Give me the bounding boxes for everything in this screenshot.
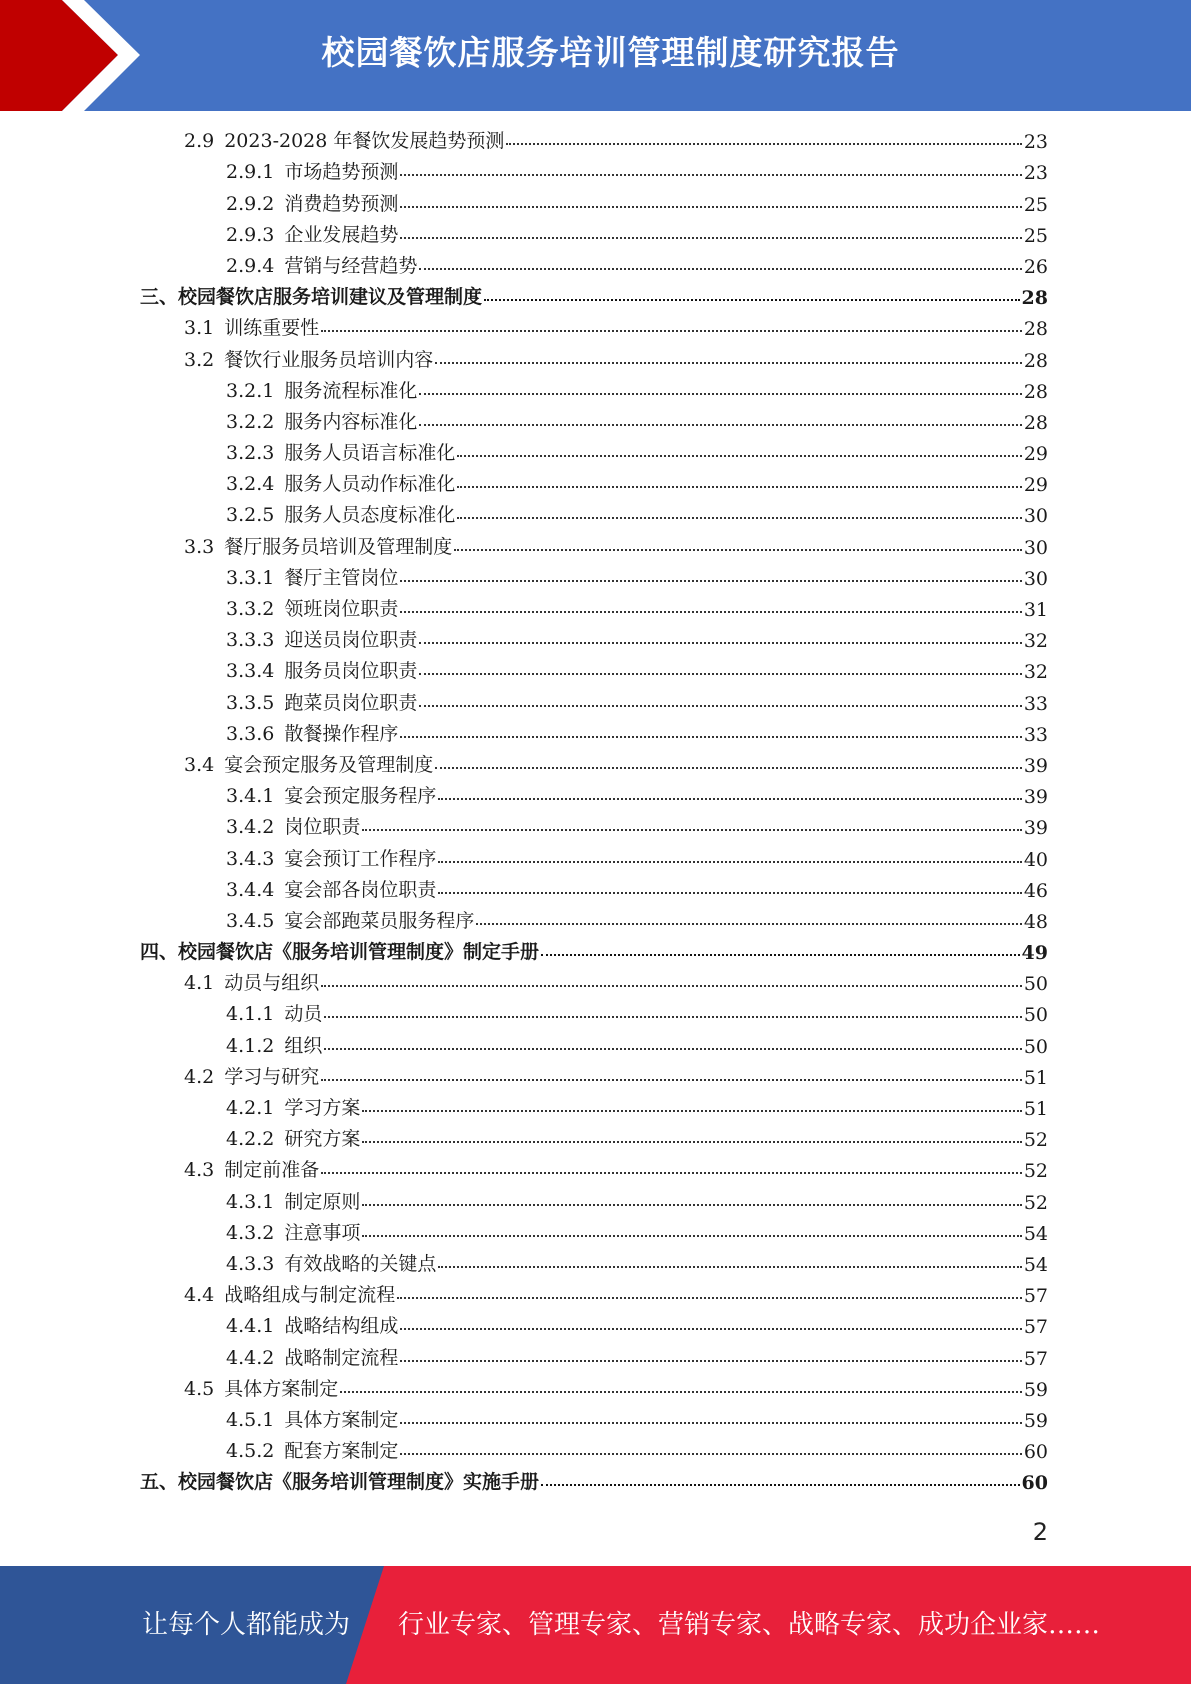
toc-entry-number: 3.3 [184, 535, 215, 558]
toc-entry-title: 制定原则 [284, 1190, 361, 1213]
toc-entry-title: 迎送员岗位职责 [284, 629, 418, 652]
toc-dot-leader [397, 1297, 1022, 1299]
toc-entry-title: 研究方案 [284, 1128, 361, 1151]
toc-dot-leader [541, 1484, 1020, 1486]
toc-entry[interactable] [140, 781, 1048, 812]
toc-entry[interactable] [140, 750, 1048, 781]
toc-entry-title: 训练重要性 [224, 317, 320, 340]
toc-entry-number: 3.2.5 [226, 504, 275, 527]
toc-entry-page: 57 [1023, 1285, 1048, 1308]
toc-entry[interactable] [140, 157, 1048, 188]
toc-entry-number: 2.9 [184, 130, 215, 153]
toc-entry-title: 服务流程标准化 [284, 379, 418, 402]
toc-entry-page: 57 [1023, 1316, 1048, 1339]
toc-entry-number: 4.4 [184, 1284, 215, 1307]
toc-entry-number: 4.1.1 [226, 1003, 275, 1026]
toc-entry-page: 25 [1023, 193, 1048, 216]
toc-entry-page: 32 [1023, 661, 1048, 684]
toc-entry-page: 29 [1023, 443, 1048, 466]
toc-dot-leader [438, 1266, 1021, 1268]
toc-entry[interactable] [140, 220, 1048, 251]
toc-dot-leader [476, 923, 1021, 925]
toc-entry-title: 学习方案 [284, 1097, 361, 1119]
toc-entry-title: 四、校园餐饮店《服务培训管理制度》制定手册 [140, 941, 540, 964]
toc-entry-title: 消费趋势预测 [284, 192, 399, 215]
toc-dot-leader [419, 393, 1021, 395]
toc-entry-title: 服务内容标准化 [284, 410, 418, 433]
toc-entry-number: 3.3.5 [226, 691, 275, 714]
toc-entry-number: 3.1 [184, 317, 215, 340]
toc-entry-number: 4.1.2 [226, 1034, 275, 1057]
toc-dot-leader [419, 705, 1021, 707]
toc-entry[interactable] [140, 906, 1048, 937]
toc-entry[interactable] [140, 1405, 1048, 1436]
toc-entry-title: 散餐操作程序 [284, 722, 399, 745]
toc-entry-number: 3.2.3 [226, 442, 275, 465]
toc-entry-page: 54 [1023, 1222, 1048, 1245]
toc-entry-number: 4.3.3 [226, 1252, 275, 1275]
toc-entry-number: 2.9.1 [226, 161, 275, 184]
toc-entry-page: 60 [1021, 1472, 1048, 1495]
toc-entry-page: 52 [1023, 1160, 1048, 1183]
toc-dot-leader [457, 486, 1021, 488]
toc-entry[interactable] [140, 1124, 1048, 1155]
toc-entry-page: 59 [1023, 1378, 1048, 1401]
toc-entry[interactable] [140, 438, 1048, 469]
toc-entry-page: 50 [1023, 973, 1048, 996]
toc-entry-page: 50 [1023, 1004, 1048, 1027]
toc-entry-number: 3.4.5 [226, 909, 275, 932]
toc-entry-title: 服务人员动作标准化 [284, 473, 456, 496]
toc-entry-page: 51 [1023, 1098, 1048, 1120]
toc-entry-title: 战略组成与制定流程 [224, 1284, 396, 1307]
toc-entry[interactable] [140, 126, 1048, 157]
toc-entry-page: 59 [1023, 1409, 1048, 1432]
toc-entry-page: 49 [1021, 942, 1048, 965]
toc-entry[interactable] [140, 875, 1048, 906]
toc-entry-page: 28 [1021, 287, 1048, 310]
toc-entry-number: 3.3.4 [226, 660, 275, 683]
toc-entry[interactable] [140, 1155, 1048, 1186]
toc-entry-page: 23 [1023, 162, 1048, 185]
toc-entry-page: 28 [1023, 411, 1048, 434]
toc-dot-leader [340, 1391, 1022, 1393]
toc-entry-number: 2.9.3 [226, 223, 275, 246]
toc-entry-number: 3.3.6 [226, 722, 275, 745]
toc-entry-number: 4.5.1 [226, 1408, 275, 1431]
toc-entry-page: 57 [1023, 1347, 1048, 1370]
toc-entry-title: 服务人员态度标准化 [284, 504, 456, 527]
toc-entry-title: 战略结构组成 [284, 1315, 399, 1338]
toc-entry-number: 3.3.1 [226, 566, 275, 589]
toc-entry-title: 服务人员语言标准化 [284, 442, 456, 465]
toc-entry-number: 3.3.3 [226, 629, 275, 652]
toc-entry-number: 2.9.4 [226, 254, 275, 277]
toc-dot-leader [362, 1204, 1021, 1206]
toc-entry-page: 46 [1023, 879, 1048, 902]
toc-entry-title: 宴会预定服务程序 [284, 785, 437, 808]
toc-dot-leader [484, 299, 1020, 301]
toc-entry[interactable] [140, 1342, 1048, 1373]
toc-entry-number: 3.4.3 [226, 847, 275, 870]
toc-dot-leader [419, 424, 1021, 426]
toc-entry-page: 40 [1023, 848, 1048, 871]
toc-entry[interactable] [140, 531, 1048, 562]
toc-entry-number: 3.2 [184, 348, 215, 371]
toc-entry-title: 领班岗位职责 [284, 598, 399, 620]
footer-banner [0, 1566, 1191, 1684]
toc-dot-leader [324, 1048, 1021, 1050]
toc-entry-number: 3.4 [184, 753, 215, 776]
toc-entry-page: 29 [1023, 474, 1048, 497]
toc-dot-leader [457, 455, 1021, 457]
toc-dot-leader [438, 861, 1021, 863]
toc-entry-number: 4.3 [184, 1159, 215, 1182]
toc-dot-leader [321, 1079, 1022, 1081]
toc-entry-page: 33 [1023, 723, 1048, 746]
toc-entry-title: 岗位职责 [284, 816, 361, 839]
toc-dot-leader [400, 1328, 1021, 1330]
toc-entry-title: 宴会预订工作程序 [284, 847, 437, 870]
toc-entry[interactable] [140, 282, 1048, 313]
toc-dot-leader [400, 580, 1021, 582]
toc-entry-title: 营销与经营趋势 [284, 254, 418, 277]
toc-entry-page: 54 [1023, 1253, 1048, 1276]
toc-entry-page: 25 [1023, 224, 1048, 247]
toc-entry-page: 32 [1023, 630, 1048, 653]
toc-entry-number: 4.2.1 [226, 1097, 275, 1119]
toc-entry[interactable] [140, 500, 1048, 531]
toc-entry-page: 39 [1023, 754, 1048, 777]
toc-entry-title: 动员与组织 [224, 972, 320, 995]
toc-entry-title: 配套方案制定 [284, 1440, 399, 1463]
toc-entry[interactable] [140, 1436, 1048, 1467]
toc-dot-leader [324, 1016, 1021, 1018]
toc-dot-leader [321, 1172, 1022, 1174]
toc-entry[interactable] [140, 1374, 1048, 1405]
toc-entry[interactable] [140, 251, 1048, 282]
toc-dot-leader [400, 1360, 1021, 1362]
toc-dot-leader [400, 1422, 1021, 1424]
toc-entry-title: 宴会部各岗位职责 [284, 878, 437, 901]
toc-entry[interactable] [140, 843, 1048, 874]
toc-entry-title: 战略制定流程 [284, 1346, 399, 1369]
toc-entry[interactable] [140, 1186, 1048, 1217]
toc-dot-leader [362, 1235, 1021, 1237]
toc-dot-leader [419, 673, 1021, 675]
toc-dot-leader [454, 549, 1022, 551]
document-title: 校园餐饮店服务培训管理制度研究报告 [321, 33, 900, 72]
toc-entry[interactable] [140, 407, 1048, 438]
toc-entry[interactable] [140, 719, 1048, 750]
toc-entry[interactable] [140, 594, 1048, 625]
toc-entry-number: 4.3.2 [226, 1221, 275, 1244]
toc-entry-number: 3.4.4 [226, 878, 275, 901]
toc-entry-number: 3.2.2 [226, 410, 275, 433]
toc-dot-leader [400, 736, 1021, 738]
toc-dot-leader [362, 1110, 1021, 1112]
toc-entry[interactable] [140, 1218, 1048, 1249]
toc-entry-page: 28 [1023, 380, 1048, 403]
toc-entry[interactable] [140, 1249, 1048, 1280]
toc-entry-title: 具体方案制定 [224, 1377, 339, 1400]
toc-entry-title: 2023-2028 年餐饮发展趋势预测 [224, 130, 505, 153]
toc-entry-number: 3.3.2 [226, 598, 275, 620]
toc-entry-number: 4.4.2 [226, 1346, 275, 1369]
toc-entry-number: 4.3.1 [226, 1190, 275, 1213]
toc-entry-title: 餐厅主管岗位 [284, 566, 399, 589]
toc-entry[interactable] [140, 937, 1048, 968]
toc-dot-leader [362, 1141, 1021, 1143]
toc-entry-page: 50 [1023, 1035, 1048, 1058]
toc-entry-title: 有效战略的关键点 [284, 1252, 437, 1275]
toc-entry-page: 31 [1023, 599, 1048, 621]
toc-dot-leader [419, 642, 1021, 644]
toc-entry-page: 28 [1023, 318, 1048, 341]
toc-entry[interactable] [140, 563, 1048, 594]
toc-entry-page: 52 [1023, 1129, 1048, 1152]
toc-entry[interactable] [140, 313, 1048, 344]
toc-entry-number: 4.2.2 [226, 1128, 275, 1151]
toc-entry-number: 4.5.2 [226, 1440, 275, 1463]
toc-entry[interactable] [140, 1093, 1048, 1124]
toc-entry-title: 组织 [284, 1034, 323, 1057]
toc-entry-number: 3.4.1 [226, 785, 275, 808]
toc-entry-page: 26 [1023, 255, 1048, 278]
toc-entry-number: 3.2.1 [226, 379, 275, 402]
toc-entry-page: 28 [1023, 349, 1048, 372]
footer-slogan-left: 让每个人都能成为 [142, 1610, 351, 1640]
toc-entry[interactable] [140, 1311, 1048, 1342]
toc-dot-leader [400, 174, 1021, 176]
toc-entry[interactable] [140, 376, 1048, 407]
toc-entry-page: 33 [1023, 692, 1048, 715]
toc-entry-title: 学习与研究 [224, 1065, 320, 1088]
toc-entry-title: 餐饮行业服务员培训内容 [224, 348, 434, 371]
toc-entry-title: 企业发展趋势 [284, 223, 399, 246]
toc-entry-title: 五、校园餐饮店《服务培训管理制度》实施手册 [140, 1471, 540, 1494]
toc-entry-title: 餐厅服务员培训及管理制度 [224, 535, 453, 558]
toc-entry[interactable] [140, 469, 1048, 500]
toc-dot-leader [400, 237, 1021, 239]
toc-entry-page: 30 [1023, 536, 1048, 559]
toc-dot-leader [362, 829, 1021, 831]
toc-entry-page: 51 [1023, 1066, 1048, 1089]
toc-entry-page: 48 [1023, 910, 1048, 933]
toc-entry[interactable] [140, 812, 1048, 843]
toc-dot-leader [438, 798, 1021, 800]
toc-dot-leader [419, 268, 1021, 270]
toc-entry-title: 注意事项 [284, 1221, 361, 1244]
toc-entry-title: 具体方案制定 [284, 1408, 399, 1431]
toc-entry-title: 三、校园餐饮店服务培训建议及管理制度 [140, 286, 483, 309]
toc-dot-leader [321, 330, 1022, 332]
toc-entry-title: 宴会预定服务及管理制度 [224, 753, 434, 776]
toc-dot-leader [400, 1453, 1021, 1455]
toc-entry-number: 4.4.1 [226, 1315, 275, 1338]
toc-dot-leader [400, 206, 1021, 208]
toc-entry-number: 2.9.2 [226, 192, 275, 215]
toc-entry[interactable] [140, 656, 1048, 687]
toc-entry[interactable] [140, 625, 1048, 656]
toc-entry-number: 3.4.2 [226, 816, 275, 839]
toc-entry-title: 服务员岗位职责 [284, 660, 418, 683]
toc-entry-number: 4.5 [184, 1377, 215, 1400]
toc-dot-leader [457, 517, 1021, 519]
toc-entry-number: 3.2.4 [226, 473, 275, 496]
toc-entry-page: 39 [1023, 786, 1048, 809]
toc-entry-page: 60 [1023, 1441, 1048, 1464]
toc-entry[interactable] [140, 1467, 1048, 1498]
toc-entry-title: 动员 [284, 1003, 323, 1026]
toc-entry-page: 30 [1023, 567, 1048, 590]
toc-entry-number: 4.2 [184, 1065, 215, 1088]
toc-entry[interactable] [140, 968, 1048, 999]
toc-dot-leader [438, 892, 1021, 894]
toc-entry-number: 4.1 [184, 972, 215, 995]
toc-entry-page: 52 [1023, 1191, 1048, 1214]
toc-entry[interactable] [140, 1062, 1048, 1093]
page-number: 2 [1032, 1518, 1048, 1546]
toc-entry[interactable] [140, 1280, 1048, 1311]
toc-dot-leader [541, 954, 1020, 956]
toc-entry[interactable] [140, 344, 1048, 375]
toc-dot-leader [321, 985, 1022, 987]
toc-entry-title: 宴会部跑菜员服务程序 [284, 909, 475, 932]
toc-entry[interactable] [140, 999, 1048, 1030]
toc-entry-page: 30 [1023, 505, 1048, 528]
footer-slogan-right: 行业专家、管理专家、营销专家、战略专家、成功企业家…… [398, 1610, 1101, 1640]
toc-dot-leader [400, 611, 1021, 613]
toc-entry-page: 23 [1023, 131, 1048, 154]
table-of-contents [140, 126, 1048, 1498]
toc-entry[interactable] [140, 188, 1048, 219]
toc-dot-leader [506, 143, 1021, 145]
toc-dot-leader [435, 362, 1022, 364]
toc-entry[interactable] [140, 687, 1048, 718]
toc-entry-title: 跑菜员岗位职责 [284, 691, 418, 714]
header-bar [0, 0, 1191, 111]
toc-entry-title: 市场趋势预测 [284, 161, 399, 184]
toc-entry-title: 制定前准备 [224, 1159, 320, 1182]
toc-entry-page: 39 [1023, 817, 1048, 840]
toc-entry[interactable] [140, 1030, 1048, 1061]
toc-dot-leader [435, 767, 1022, 769]
